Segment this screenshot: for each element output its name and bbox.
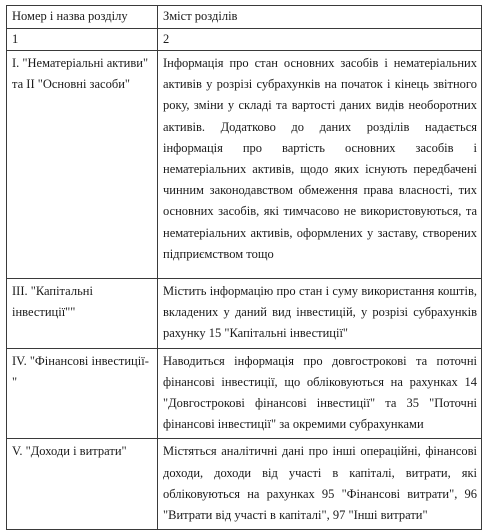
column-number-1: 1 <box>7 29 158 51</box>
section-content-cell: Містяться аналітичні дані про інші операційні, фінансові доходи, доходи від участі в капіталі, витрати, які обліковуються на рахунках 95 "Фінансові витрати", 96 "Витрати від участі в капіталі", 97 "Інші витрати" <box>158 439 482 530</box>
section-content-cell: Містить інформацію про стан і суму використання коштів, вкладених у даний вид інвестицій, у розрізі субрахунків рахунку 15 "Капітальні інвестиції" <box>158 279 482 349</box>
sections-table <box>6 5 482 530</box>
column-number-2: 2 <box>158 29 482 51</box>
table-row <box>7 348 482 439</box>
section-name-cell: IV. "Фінансові інвестиції-" <box>7 348 158 439</box>
section-name-cell: ІІІ. "Капітальні інвестиції"" <box>7 279 158 349</box>
table-header-row <box>7 6 482 29</box>
table-row <box>7 51 482 279</box>
column-number-row <box>7 29 482 51</box>
table-row <box>7 439 482 530</box>
header-section-content: Зміст розділів <box>158 6 482 29</box>
section-content-cell: Наводиться інформація про довгострокові та поточні фінансові інвестиції, що обліковуються на рахунках 14 "Довгострокові фінансові інвестиції" та 35 "Поточні фінансові інвестиції" за окремими субрахунками <box>158 348 482 439</box>
section-content-cell: Інформація про стан основних засобів і нематеріальних активів у розрізі субрахунків на початок і кінець звітного року, зміни у складі та вартості даних видів необоротних активів. Додатково до даних розділів надається інформація про вартість основних засобів і нематеріальних активів, щодо яких існують передбачені чинним законодавством обмеження права власності, тих основних засобів, які тимчасово не використовуються, та нематеріальних активів, оформлених у заставу, створених підприємством тощо <box>158 51 482 279</box>
table-row <box>7 279 482 349</box>
section-name-cell: І. "Нематеріальні активи" та ІІ "Основні засоби" <box>7 51 158 279</box>
header-section-name: Номер і назва розділу <box>7 6 158 29</box>
section-name-cell: V. "Доходи і витрати" <box>7 439 158 530</box>
